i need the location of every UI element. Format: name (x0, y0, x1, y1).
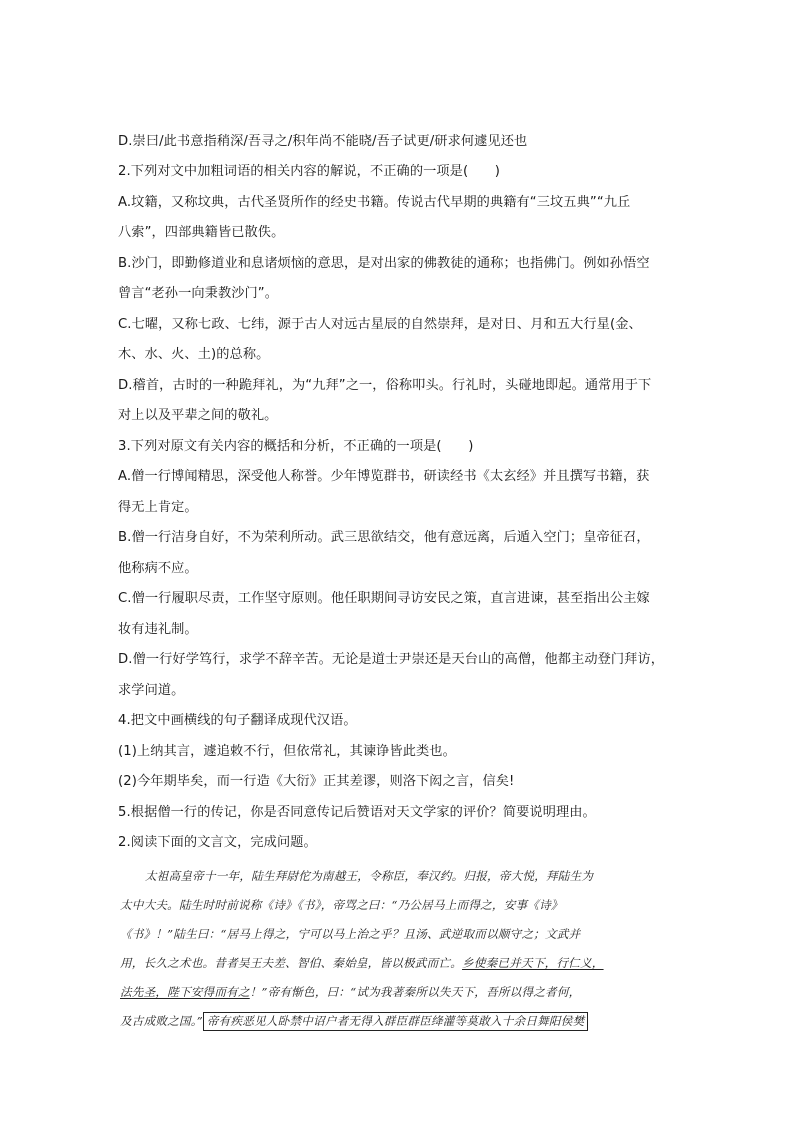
question-5-stem: 5.根据僧一行的传记，你是否同意传记后赞语对天文学家的评价？简要说明理由。 (118, 805, 596, 820)
q3-option-d-line-1: D.僧一行好学笃行，求学不辞辛苦。无论是道士尹崇还是天台山的高僧，他都主动登门拜访， (118, 652, 665, 667)
q3-option-c-line-1: C.僧一行履职尽责，工作坚守原则。他任职期间寻访安民之策，直言进谏，甚至指出公主嫁 (118, 591, 650, 606)
underlined-sentence: 乡使秦已并天下，行仁义， (462, 956, 604, 970)
reading-instruction: 2.阅读下面的文言文，完成问题。 (118, 835, 317, 850)
passage-line-1: 太祖高皇帝十一年，陆生拜尉佗为南越王，令称臣，奉汉约。归报，帝大悦，拜陆生为 (145, 869, 594, 883)
passage-line-3: 《书》！”陆生曰：“居马上得之，宁可以马上治之乎？且汤、武逆取而以顺守之；文武并 (120, 927, 581, 941)
q4-sentence-2: (2)今年期毕矣，而一行造《大衍》正其差谬，则洛下闳之言，信矣! (118, 774, 515, 789)
option-d-line-1: D.稽首，古时的一种跪拜礼，为“九拜”之一，俗称叩头。行礼时，头碰地即起。通常用于下 (118, 378, 652, 393)
question-3-stem: 3.下列对原文有关内容的概括和分析，不正确的一项是( ) (118, 439, 474, 454)
passage-line-2: 太中大夫。陆生时时前说称《诗》《书》，帝骂之曰：“乃公居马上而得之，安事《诗》 (120, 898, 563, 912)
q3-option-a-line-1: A.僧一行博闻精思，深受他人称誉。少年博览群书，研读经书《太玄经》并且撰写书籍，获 (118, 469, 650, 484)
question-4-stem: 4.把文中画横线的句子翻译成现代汉语。 (118, 713, 357, 728)
q3-option-d-line-2: 求学问道。 (118, 683, 185, 698)
passage-text: 及古成败之国。” (120, 1014, 203, 1028)
boxed-sentence: 帝有疾恶见人卧禁中诏户者无得入群臣群臣绛灌等莫敢入十余日舞阳侯樊 (203, 1012, 588, 1031)
q3-option-b-line-1: B.僧一行洁身自好，不为荣利所动。武三思欲结交，他有意远离，后遁入空门；皇帝征召， (118, 530, 650, 545)
option-b-line-2: 曾言“老孙一向秉教沙门”。 (118, 286, 279, 301)
q3-option-a-line-2: 得无上肯定。 (118, 500, 198, 515)
option-d-line-2: 对上以及平辈之间的敬礼。 (118, 408, 278, 423)
passage-line-6 (120, 1013, 680, 1029)
option-b-line-1: B.沙门，即勤修道业和息诸烦恼的意思，是对出家的佛教徒的通称；也指佛门。例如孙悟空 (118, 256, 650, 271)
passage-text: 用，长久之术也。昔者吴王夫差、智伯、秦始皇，皆以极武而亡。 (120, 956, 463, 970)
option-c-line-2: 木、水、火、土)的总称。 (118, 347, 270, 362)
q3-option-b-line-2: 他称病不应。 (118, 561, 198, 576)
passage-line-4 (120, 955, 680, 971)
q3-option-c-line-2: 妆有违礼制。 (118, 622, 198, 637)
option-a-line-1: A.坟籍，又称坟典，古代圣贤所作的经史书籍。传说古代早期的典籍有“三坟五典”“九丘 (118, 195, 631, 210)
option-d-line: D.崇曰/此书意指稍深/吾寻之/积年尚不能晓/吾子试更/研求何遽见还也 (118, 134, 528, 149)
option-c-line-1: C.七曜，又称七政、七纬，源于古人对远古星辰的自然崇拜，是对日、月和五大行星(金、 (118, 317, 642, 332)
q4-sentence-1: (1)上纳其言，遽追敕不行，但依常礼，其谏诤皆此类也。 (118, 744, 456, 759)
option-a-line-2: 八索”，四部典籍皆已散佚。 (118, 225, 285, 240)
passage-text: ！”帝有惭色，曰：“试为我著秦所以失天下，吾所以得之者何， (249, 985, 581, 999)
question-2-stem: 2.下列对文中加粗词语的相关内容的解说，不正确的一项是( ) (118, 164, 501, 179)
underlined-sentence-cont: 法先圣，陛下安得而有之 (120, 985, 250, 999)
passage-line-5 (120, 984, 680, 1000)
